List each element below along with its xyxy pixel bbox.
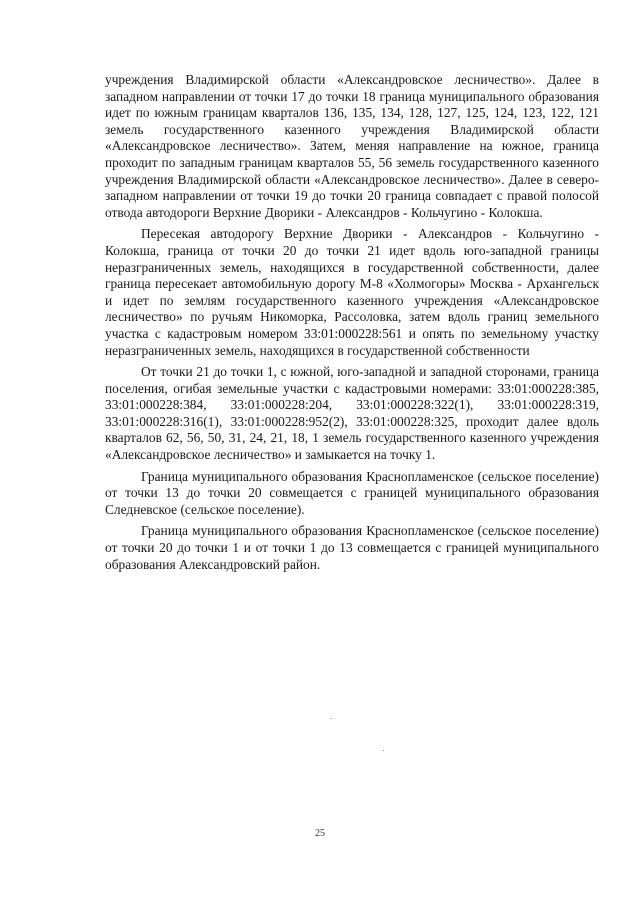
paragraph-1: учреждения Владимирской области «Александровское лесничество». Далее в западном направлении от точки 17 до точки 18 граница муниципального образования идет по южным границам кварталов 136, 135, 134, 128, 127, 125, 124, 123, 122, 121 земель государственного казенного учреждения Владимирской области «Александровское лесничество». Затем, меняя направление на южное, граница проходит по западным границам кварталов 55, 56 земель государственного казенного учреждения Владимирской области «Александровское лесничество». Далее в северо-западном направлении от точки 19 до точки 20 граница совпадает с правой полосой отвода автодороги Верхние Дворики - Александров - Кольчугино - Колокша. <box>105 72 599 220</box>
paragraph-5: Граница муниципального образования Краснопламенское (сельское поселение) от точки 20 до точки 1 и от точки 1 до 13 совмещается с границей муниципального образования Александровский район. <box>105 523 599 572</box>
paragraph-2: Пересекая автодорогу Верхние Дворики - Александров - Кольчугино - Колокша, граница от точки 20 до точки 21 идет вдоль юго-западной границы неразграниченных земель, находящихся в государственной собственности, далее граница пересекает автомобильную дорогу М-8 «Холмогоры» Москва - Архангельск и идет по землям государственного казенного учреждения «Александровское лесничество» по ручьям Никоморка, Рассоловка, затем вдоль границ земельного участка с кадастровым номером 33:01:000228:561 и опять по земельному участку неразграниченных земель, находящихся в государственной собственности <box>105 226 599 358</box>
paragraph-3: От точки 21 до точки 1, с южной, юго-западной и западной сторонами, граница поселения, огибая земельные участки с кадастровыми номерами: 33:01:000228:385, 33:01:000228:384, 33:01:000228:204, 33:01:000228:322(1), 33:01:000228:319, 33:01:000228:316(1), 33:01:000228:952(2), 33:01:000228:325, проходит далее вдоль кварталов 62, 56, 50, 31, 24, 21, 18, 1 земель государственного казенного учреждения «Александровское лесничество» и замыкается на точку 1. <box>105 364 599 463</box>
paragraph-4: Граница муниципального образования Краснопламенское (сельское поселение) от точки 13 до точки 20 совмещается с границей муниципального образования Следневское (сельское поселение). <box>105 468 599 517</box>
document-body <box>105 72 599 578</box>
scan-speck <box>331 718 332 719</box>
scan-speck <box>383 750 384 751</box>
page-number: 25 <box>315 828 325 839</box>
